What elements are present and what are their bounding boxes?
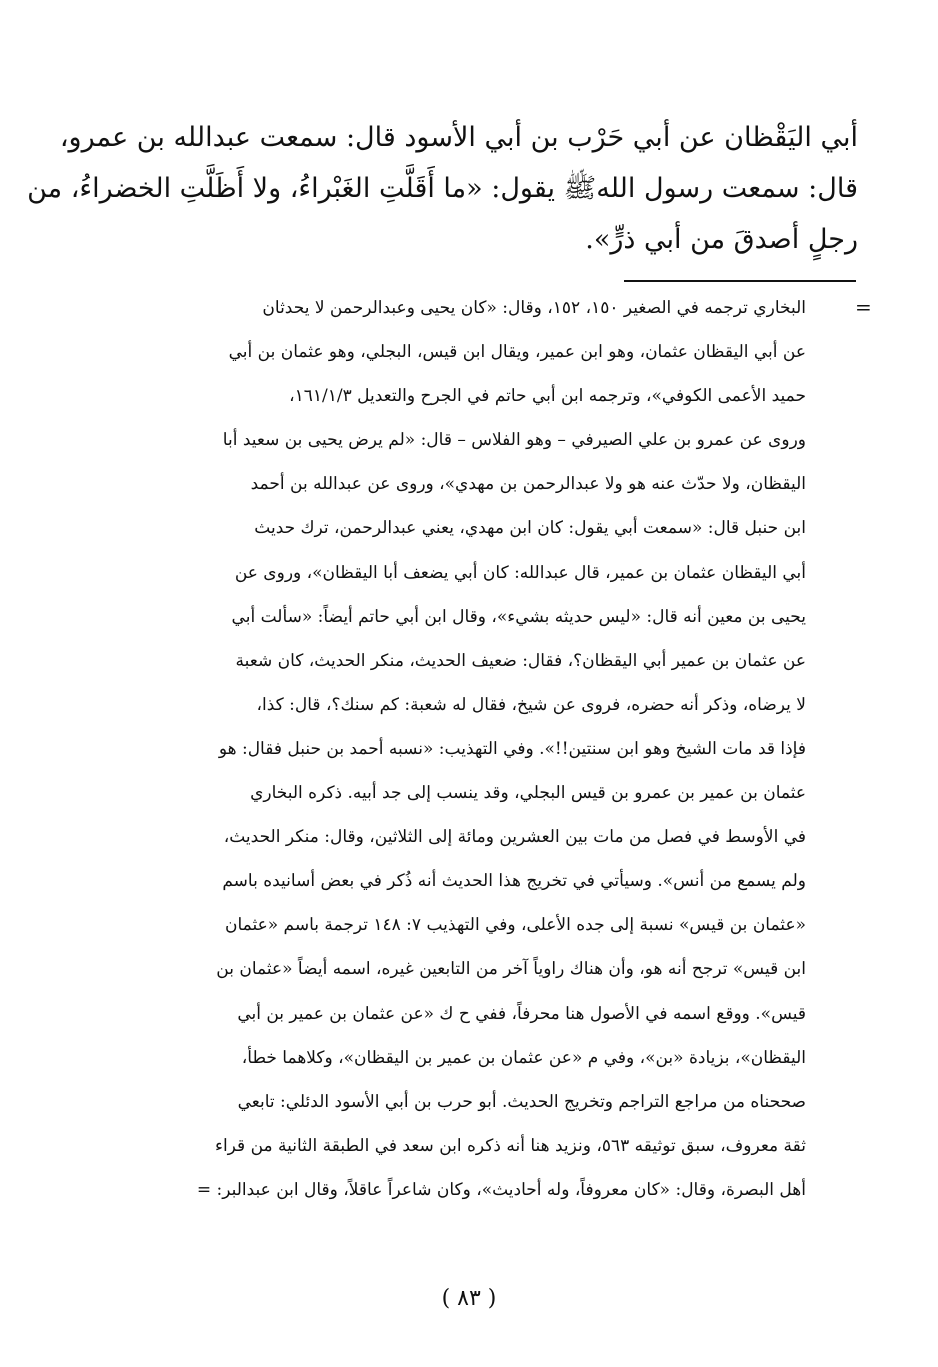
footnote-line: ولم يسمع من أنس». وسيأتي في تخريج هذا الحديث أنه ذُكر في بعض أسانيده باسم — [222, 871, 806, 892]
footnote-line: اليقظان»، بزيادة «بن»، وفي م «عن عثمان بن عمير بن اليقظان»، وكلاهما خطأ، — [241, 1047, 806, 1068]
hadith-line: قال: سمعت رسول اللهﷺ يقول: «ما أَقَلَّتِ الغَبْراءُ، ولا أَظَلَّتِ الخضراءُ، من — [27, 173, 858, 204]
footnote-text — [156, 286, 806, 1212]
footnote-line: ابن حنبل قال: «سمعت أبي يقول: كان ابن مهدي، يعني عبدالرحمن، ترك حديث — [254, 518, 806, 539]
footnote-line: لا يرضاه، وذكر أنه حضره، فروى عن شيخ، فقال له شعبة: كم سنك؟، قال: كذا، — [256, 694, 806, 715]
footnote-line: ثقة معروف، سبق توثيقه ٥٦٣، ونزيد هنا أنه ذكره ابن سعد في الطبقة الثانية من قراء — [214, 1135, 806, 1156]
footnote-line: قيس». ووقع اسمه في الأصول هنا محرفاً، ففي ح ك «عن عثمان بن عمير بن أبي — [237, 1003, 806, 1024]
footnote-line: حميد الأعمى الكوفي»، وترجمه ابن أبي حاتم في الجرح والتعديل ١٦١/١/٣، — [289, 386, 806, 407]
footnote-line: اليقظان، ولا حدّث عنه هو ولا عبدالرحمن بن مهدي»، وروى عن عبدالله بن أحمد — [250, 474, 806, 495]
footnote-line: يحيى بن معين أنه قال: «ليس حديثه بشيء»، وقال ابن أبي حاتم أيضاً: «سألت أبي — [231, 606, 806, 627]
footnote-separator — [624, 280, 856, 282]
page-number: ( ٨٣ ) — [441, 1286, 497, 1311]
footnote-line: فإذا قد مات الشيخ وهو ابن سنتين!!». وفي التهذيب: «نسبه أحمد بن حنبل فقال: هو — [218, 738, 806, 759]
footnote-line: عثمان بن عمير بن عمرو بن قيس البجلي، وقد ينسب إلى جد أبيه. ذكره البخاري — [250, 783, 806, 804]
footnote-continuation-mark: = — [855, 295, 872, 319]
footnote-line: صححناه من مراجع التراجم وتخريج الحديث. أبو حرب بن أبي الأسود الدئلي: تابعي — [237, 1091, 806, 1112]
footnote-line: البخاري ترجمه في الصغير ١٥٠، ١٥٢، وقال: «كان يحيى وعبدالرحمن لا يحدثان — [262, 298, 806, 318]
hadith-line: رجلٍ أصدقَ من أبي ذرٍّ». — [585, 224, 858, 255]
footnote-line: عن أبي اليقظان عثمان، وهو ابن عمير، ويقال ابن قيس، البجلي، وهو عثمان بن أبي — [228, 342, 806, 363]
footnote-line: وروى عن عمرو بن علي الصيرفي – وهو الفلاس – قال: «لم يرض يحيى بن سعيد أبا — [222, 430, 806, 451]
footnote-line: ابن قيس» ترجح أنه هو، وأن هناك راوياً آخر من التابعين غيره، اسمه أيضاً «عثمان بن — [216, 959, 806, 980]
footnote-line: أهل البصرة، وقال: «كان معروفاً، وله أحاديث»، وكان شاعراً عاقلاً، وقال ابن عبدالبر: = — [196, 1179, 806, 1200]
footnote-line: أبي اليقظان عثمان بن عمير، قال عبدالله: كان أبي يضعف أبا اليقظان»، وروى عن — [234, 562, 806, 583]
hadith-text — [27, 112, 858, 265]
footnote-line: «عثمان بن قيس» نسبة إلى جده الأعلى، وفي التهذيب ٧: ١٤٨ ترجمة باسم «عثمان — [224, 915, 806, 936]
footnote-line: عن عثمان بن عمير أبي اليقظان؟، فقال: ضعيف الحديث، منكر الحديث، كان شعبة — [235, 650, 806, 671]
footnote-line: في الأوسط في فصل من مات بين العشرين ومائة إلى الثلاثين، وقال: منكر الحديث، — [223, 827, 806, 848]
hadith-line: أبي اليَقْظان عن أبي حَرْب بن أبي الأسود قال: سمعت عبدالله بن عمرو، — [59, 122, 858, 153]
